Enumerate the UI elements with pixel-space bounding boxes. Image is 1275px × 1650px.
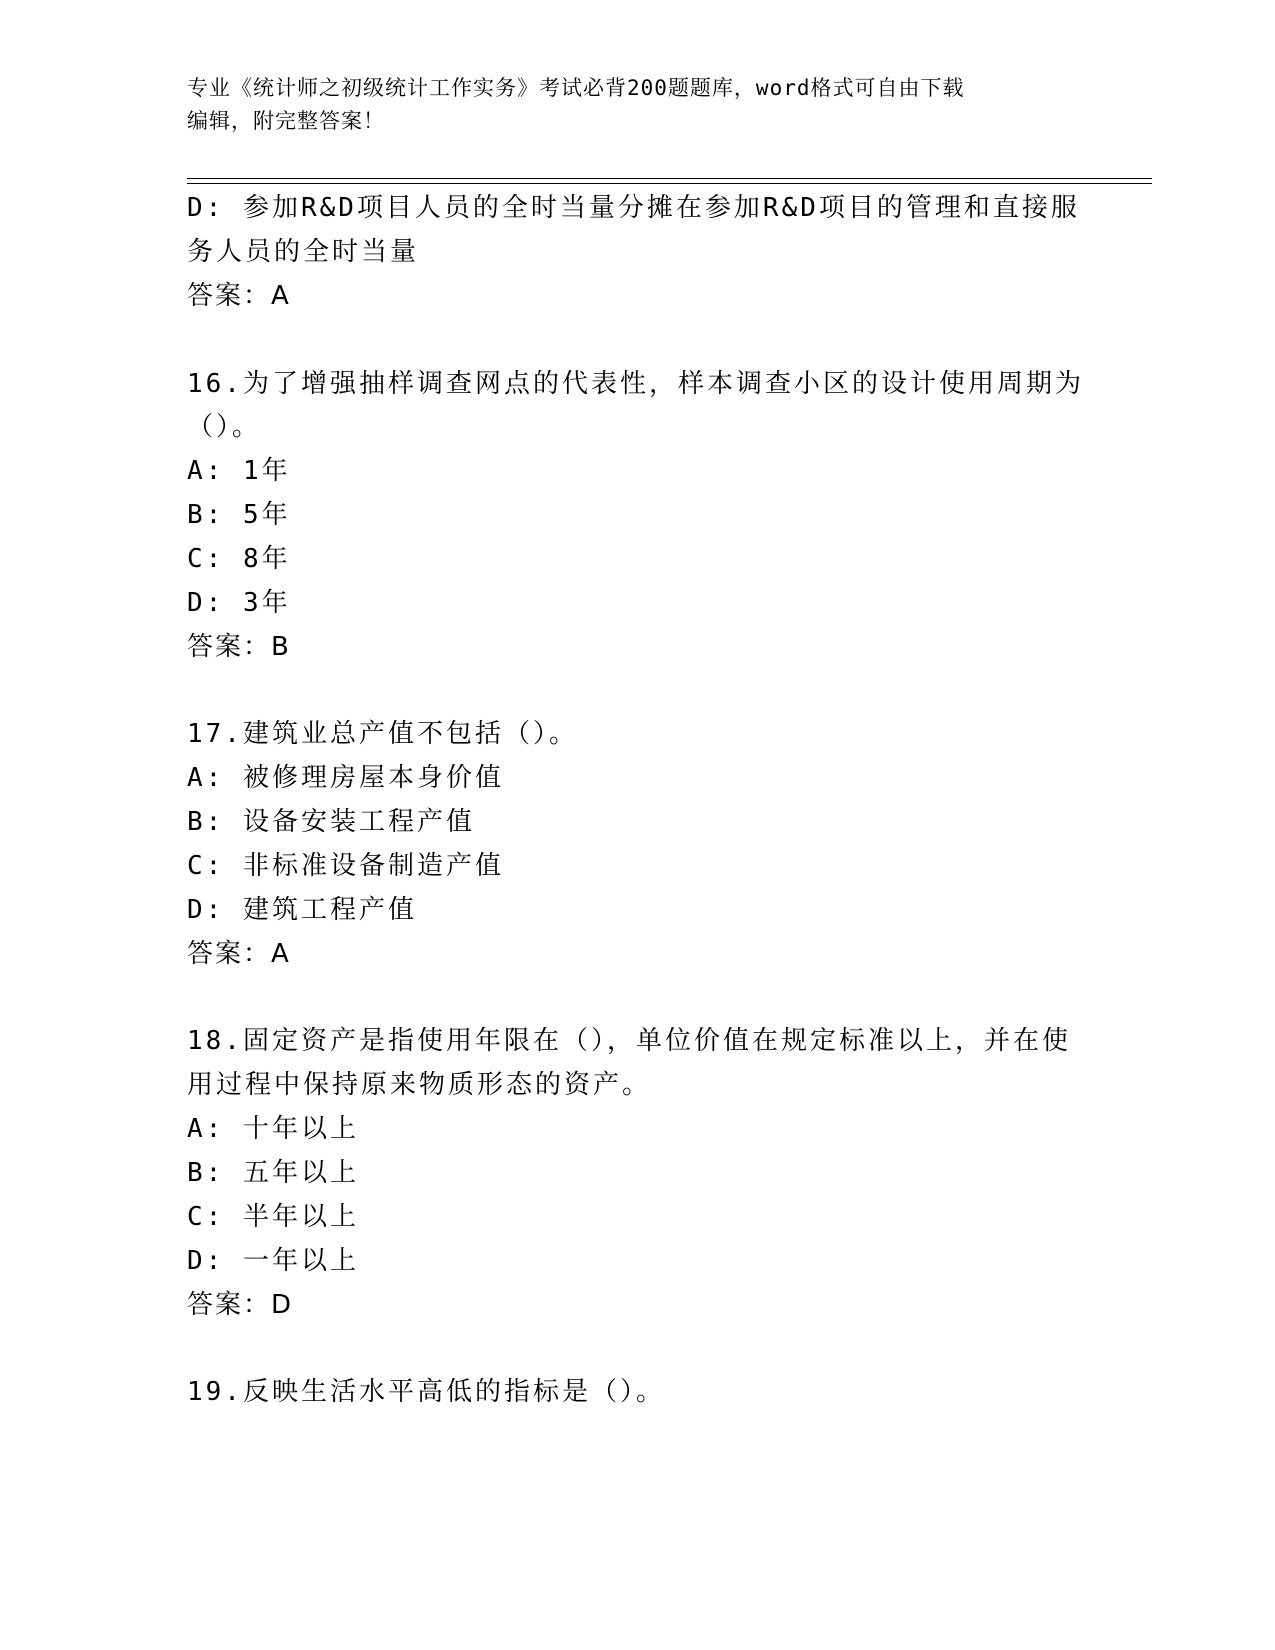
answer-15: 答案：A: [187, 281, 291, 311]
question-16-option-d: D: 3年: [187, 588, 291, 618]
answer-17: 答案：A: [187, 939, 291, 969]
question-18-option-b: B: 五年以上: [187, 1158, 359, 1188]
question-18-stem-line-1: 18.固定资产是指使用年限在（），单位价值在规定标准以上，并在使: [187, 1026, 1071, 1056]
question-17-stem-line-1: 17.建筑业总产值不包括（）。: [187, 719, 578, 749]
header-rule-bottom: [187, 183, 1152, 184]
answer-16: 答案：B: [187, 632, 291, 662]
question-17-option-a: A: 被修理房屋本身价值: [187, 763, 504, 793]
option-d-line-1: D: 参加R&D项目人员的全时当量分摊在参加R&D项目的管理和直接服: [187, 193, 1080, 223]
header-line-2: 编辑，附完整答案！: [187, 109, 385, 133]
header-rule-top: [187, 178, 1152, 179]
question-17-option-d: D: 建筑工程产值: [187, 895, 417, 925]
document-header: [187, 72, 1087, 138]
question-16-option-b: B: 5年: [187, 500, 291, 530]
answer-18: 答案：D: [187, 1290, 294, 1320]
question-16-option-c: C: 8年: [187, 544, 291, 574]
question-18-stem-line-2: 用过程中保持原来物质形态的资产。: [187, 1070, 652, 1100]
header-line-1: 专业《统计师之初级统计工作实务》考试必背200题题库，word格式可自由下载: [187, 76, 965, 100]
question-18-option-d: D: 一年以上: [187, 1246, 359, 1276]
question-19-stem-line-1: 19.反映生活水平高低的指标是（）。: [187, 1377, 665, 1407]
question-16-stem-line-1: 16.为了增强抽样调查网点的代表性，样本调查小区的设计使用周期为: [187, 369, 1084, 399]
question-17-option-b: B: 设备安装工程产值: [187, 807, 475, 837]
question-18-option-c: C: 半年以上: [187, 1202, 359, 1232]
question-16-option-a: A: 1年: [187, 456, 291, 486]
question-16-stem-line-2: （）。: [187, 412, 262, 442]
question-17-option-c: C: 非标准设备制造产值: [187, 851, 504, 881]
option-d-line-2: 务人员的全时当量: [187, 237, 420, 267]
question-18-option-a: A: 十年以上: [187, 1114, 359, 1144]
